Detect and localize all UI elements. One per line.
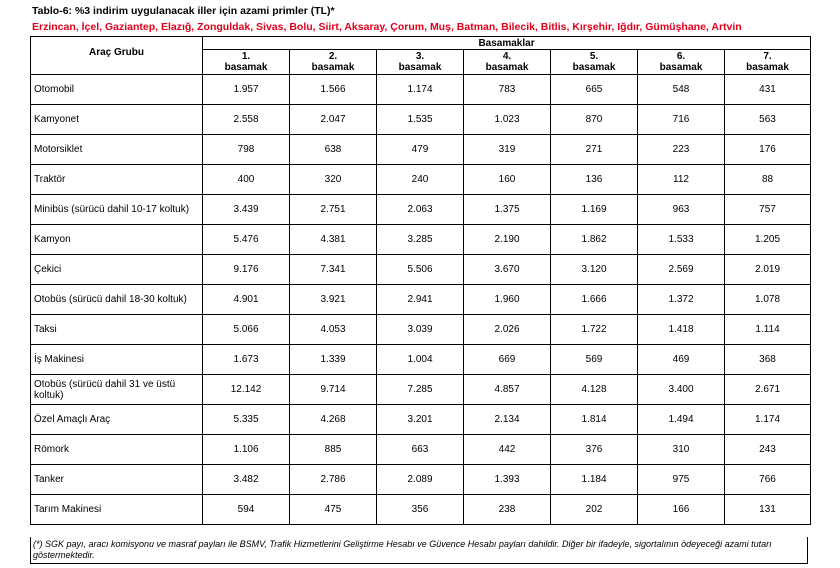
premium-value: 1.114 (725, 315, 811, 345)
premium-value: 5.335 (203, 405, 290, 435)
premium-value: 3.670 (464, 255, 551, 285)
premium-value: 594 (203, 495, 290, 525)
premium-value: 12.142 (203, 375, 290, 405)
vehicle-group-name: Tarım Makinesi (31, 495, 203, 525)
step-word: basamak (485, 62, 529, 73)
table-title: Tablo-6: %3 indirim uygulanacak iller için azami primler (TL)* (32, 5, 335, 17)
table-row (31, 75, 811, 105)
step-number: 7. (763, 51, 772, 62)
vehicle-group-name: Traktör (31, 165, 203, 195)
premium-value: 400 (203, 165, 290, 195)
premium-value: 3.120 (551, 255, 638, 285)
table-row (31, 435, 811, 465)
premium-value: 1.957 (203, 75, 290, 105)
premium-value: 548 (638, 75, 725, 105)
step-word: basamak (224, 62, 268, 73)
table-body (31, 75, 811, 525)
header-row-group (31, 37, 811, 50)
premium-value: 319 (464, 135, 551, 165)
premium-value: 1.184 (551, 465, 638, 495)
premium-value: 757 (725, 195, 811, 225)
premium-value: 1.533 (638, 225, 725, 255)
table-row (31, 255, 811, 285)
vehicle-group-name: Minibüs (sürücü dahil 10-17 koltuk) (31, 195, 203, 225)
premium-value: 638 (290, 135, 377, 165)
premium-value: 3.439 (203, 195, 290, 225)
premium-value: 1.535 (377, 105, 464, 135)
premium-value: 3.039 (377, 315, 464, 345)
premium-value: 223 (638, 135, 725, 165)
premium-value: 1.372 (638, 285, 725, 315)
step-word: basamak (659, 62, 703, 73)
premium-value: 376 (551, 435, 638, 465)
premium-value: 1.960 (464, 285, 551, 315)
premium-value: 798 (203, 135, 290, 165)
premium-value: 160 (464, 165, 551, 195)
table-row (31, 225, 811, 255)
vehicle-group-name: Römork (31, 435, 203, 465)
premium-value: 3.201 (377, 405, 464, 435)
vehicle-group-name: Özel Amaçlı Araç (31, 405, 203, 435)
premium-value: 1.566 (290, 75, 377, 105)
premium-value: 4.053 (290, 315, 377, 345)
table-row (31, 315, 811, 345)
premium-value: 2.019 (725, 255, 811, 285)
step-header-3 (377, 50, 464, 75)
vehicle-group-name: Otobüs (sürücü dahil 31 ve üstü koltuk) (31, 375, 203, 405)
premium-value: 3.400 (638, 375, 725, 405)
premium-value: 479 (377, 135, 464, 165)
premium-value: 2.671 (725, 375, 811, 405)
premium-value: 1.106 (203, 435, 290, 465)
premium-value: 9.714 (290, 375, 377, 405)
premium-value: 3.921 (290, 285, 377, 315)
table-row (31, 375, 811, 405)
vehicle-group-name: İş Makinesi (31, 345, 203, 375)
premium-value: 963 (638, 195, 725, 225)
premium-value: 310 (638, 435, 725, 465)
city-list: Erzincan, İçel, Gaziantep, Elazığ, Zonguldak, Sivas, Bolu, Siirt, Aksaray, Çorum, Muş, Batman, Bilecik, Bitlis, Kırşehir, Iğdır, Gümüşhane, Artvin (32, 21, 742, 33)
premium-value: 238 (464, 495, 551, 525)
vehicle-group-name: Çekici (31, 255, 203, 285)
premium-value: 202 (551, 495, 638, 525)
premium-value: 5.476 (203, 225, 290, 255)
premium-value: 563 (725, 105, 811, 135)
premium-value: 176 (725, 135, 811, 165)
premium-value: 1.339 (290, 345, 377, 375)
step-number: 4. (502, 51, 512, 62)
premium-value: 1.862 (551, 225, 638, 255)
step-header-5 (551, 50, 638, 75)
premium-value: 1.666 (551, 285, 638, 315)
premium-value: 2.190 (464, 225, 551, 255)
premium-value: 870 (551, 105, 638, 135)
premium-value: 9.176 (203, 255, 290, 285)
premium-value: 131 (725, 495, 811, 525)
premium-value: 2.751 (290, 195, 377, 225)
premium-value: 1.174 (725, 405, 811, 435)
premium-value: 1.673 (203, 345, 290, 375)
premium-value: 2.089 (377, 465, 464, 495)
step-number: 2. (328, 51, 338, 62)
premium-value: 2.558 (203, 105, 290, 135)
premium-table (30, 36, 811, 525)
premium-value: 1.393 (464, 465, 551, 495)
premium-value: 356 (377, 495, 464, 525)
table-row (31, 135, 811, 165)
premium-value: 1.023 (464, 105, 551, 135)
table-row (31, 495, 811, 525)
premium-value: 5.066 (203, 315, 290, 345)
premium-value: 166 (638, 495, 725, 525)
premium-value: 4.128 (551, 375, 638, 405)
premium-value: 1.174 (377, 75, 464, 105)
premium-value: 320 (290, 165, 377, 195)
premium-value: 4.857 (464, 375, 551, 405)
premium-value: 1.814 (551, 405, 638, 435)
premium-value: 2.063 (377, 195, 464, 225)
table-row (31, 195, 811, 225)
premium-value: 1.494 (638, 405, 725, 435)
premium-value: 2.786 (290, 465, 377, 495)
premium-value: 766 (725, 465, 811, 495)
table-row (31, 165, 811, 195)
premium-value: 240 (377, 165, 464, 195)
premium-value: 665 (551, 75, 638, 105)
premium-value: 1.375 (464, 195, 551, 225)
step-word: basamak (572, 62, 616, 73)
premium-value: 271 (551, 135, 638, 165)
premium-value: 112 (638, 165, 725, 195)
premium-value: 2.026 (464, 315, 551, 345)
steps-header: Basamaklar (203, 37, 811, 50)
table-row (31, 345, 811, 375)
step-word: basamak (746, 62, 789, 73)
step-header-7 (725, 50, 811, 75)
premium-value: 475 (290, 495, 377, 525)
premium-value: 136 (551, 165, 638, 195)
vehicle-group-name: Taksi (31, 315, 203, 345)
premium-value: 669 (464, 345, 551, 375)
premium-value: 469 (638, 345, 725, 375)
premium-value: 3.285 (377, 225, 464, 255)
premium-value: 4.381 (290, 225, 377, 255)
premium-value: 368 (725, 345, 811, 375)
premium-value: 2.569 (638, 255, 725, 285)
step-header-1 (203, 50, 290, 75)
step-word: basamak (311, 62, 355, 73)
table-row (31, 465, 811, 495)
vehicle-group-name: Otobüs (sürücü dahil 18-30 koltuk) (31, 285, 203, 315)
step-number: 3. (415, 51, 425, 62)
premium-value: 1.722 (551, 315, 638, 345)
premium-value: 885 (290, 435, 377, 465)
premium-value: 716 (638, 105, 725, 135)
step-number: 5. (589, 51, 599, 62)
footnote: (*) SGK payı, aracı komisyonu ve masraf payları ile BSMV, Trafik Hizmetlerini Geliştirme Hesabı ve Güvence Hesabı payları dahildir. Diğer bir ifadeyle, sigortalının ödeyeceği azami tutarı göstermektedir. (30, 537, 808, 564)
step-number: 6. (676, 51, 686, 62)
premium-value: 1.004 (377, 345, 464, 375)
premium-value: 1.169 (551, 195, 638, 225)
premium-value: 442 (464, 435, 551, 465)
premium-value: 243 (725, 435, 811, 465)
vehicle-group-name: Motorsiklet (31, 135, 203, 165)
table-row (31, 105, 811, 135)
step-header-2 (290, 50, 377, 75)
premium-value: 1.205 (725, 225, 811, 255)
vehicle-group-name: Kamyonet (31, 105, 203, 135)
table-row (31, 285, 811, 315)
table-row (31, 405, 811, 435)
premium-value: 4.268 (290, 405, 377, 435)
premium-value: 5.506 (377, 255, 464, 285)
premium-value: 569 (551, 345, 638, 375)
premium-value: 2.134 (464, 405, 551, 435)
vehicle-group-name: Otomobil (31, 75, 203, 105)
premium-value: 431 (725, 75, 811, 105)
premium-value: 2.941 (377, 285, 464, 315)
premium-value: 1.418 (638, 315, 725, 345)
step-header-6 (638, 50, 725, 75)
premium-value: 783 (464, 75, 551, 105)
premium-value: 7.285 (377, 375, 464, 405)
premium-value: 975 (638, 465, 725, 495)
premium-value: 3.482 (203, 465, 290, 495)
premium-value: 1.078 (725, 285, 811, 315)
vehicle-group-header: Araç Grubu (31, 37, 203, 75)
step-header-4 (464, 50, 551, 75)
premium-value: 4.901 (203, 285, 290, 315)
step-number: 1. (241, 51, 251, 62)
premium-value: 7.341 (290, 255, 377, 285)
vehicle-group-name: Tanker (31, 465, 203, 495)
vehicle-group-name: Kamyon (31, 225, 203, 255)
premium-value: 88 (725, 165, 811, 195)
step-word: basamak (398, 62, 442, 73)
premium-value: 663 (377, 435, 464, 465)
premium-value: 2.047 (290, 105, 377, 135)
